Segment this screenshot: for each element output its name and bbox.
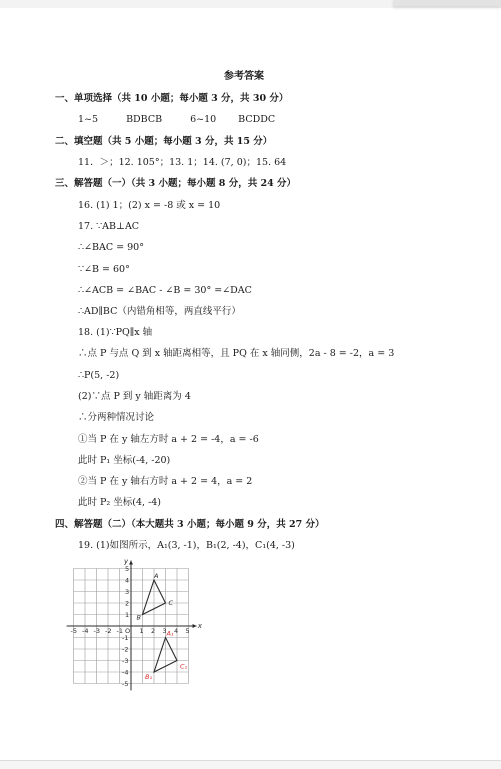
q16-answer: 16. (1) 1；(2) x = -8 或 x = 10 bbox=[78, 200, 221, 211]
triangle-abc-vertex-label: B bbox=[136, 613, 141, 622]
q18-line-6: ①当 P 在 y 轴左方时 a + 2 = -4，a = -6 bbox=[78, 434, 259, 445]
x-tick-label: 4 bbox=[174, 627, 179, 635]
range-6-10: 6~10 bbox=[190, 114, 217, 125]
top-edge-shadow bbox=[393, 0, 501, 6]
x-tick-label: 1 bbox=[139, 627, 144, 635]
bottom-edge bbox=[0, 760, 501, 769]
q18-line-9: 此时 P₂ 坐标(4, -4) bbox=[78, 497, 161, 508]
y-tick-label: -1 bbox=[122, 634, 129, 642]
y-tick-label: 3 bbox=[125, 588, 130, 596]
section-2-answers: 11．＞；12. 105°；13. 1；14. (7, 0)；15. 64 bbox=[78, 157, 287, 168]
triangle-a1b1c1-vertex-label: B₁ bbox=[145, 673, 153, 681]
triangle-a1b1c1-vertex-label: A₁ bbox=[166, 629, 174, 638]
q17-line-5: ∴AD∥BC（内错角相等，两直线平行） bbox=[78, 306, 241, 317]
y-tick-label: 2 bbox=[125, 599, 130, 608]
section-3-heading: 三、解答题（一）（共 3 小题；每小题 8 分，共 24 分） bbox=[55, 178, 297, 189]
q17-line-4: ∴∠ACB = ∠BAC - ∠B = 30° =∠DAC bbox=[78, 285, 252, 296]
origin-label: O bbox=[125, 627, 131, 635]
q18-line-2: ∴点 P 与点 Q 到 x 轴距离相等，且 PQ 在 x 轴同侧，2a - 8 = -2，a = 3 bbox=[78, 348, 395, 359]
q18-line-4: (2)∵点 P 到 y 轴距离为 4 bbox=[78, 391, 191, 402]
triangle-abc-vertex-label: A bbox=[154, 572, 159, 580]
q18-line-5: ∴分两种情况讨论 bbox=[78, 412, 155, 423]
x-tick-label: 3 bbox=[162, 627, 167, 635]
range-1-5: 1~5 bbox=[78, 114, 99, 125]
section-1-answers bbox=[78, 114, 275, 126]
q18-line-7: 此时 P₁ 坐标(-4, -20) bbox=[78, 455, 171, 466]
answers-1-5: BDBCB bbox=[126, 114, 163, 125]
y-tick-label: 5 bbox=[125, 565, 130, 573]
q17-line-2: ∴∠BAC = 90° bbox=[78, 242, 144, 253]
y-tick-label: 4 bbox=[125, 576, 130, 585]
section-1-heading: 一、单项选择（共 10 小题；每小题 3 分，共 30 分） bbox=[55, 93, 289, 104]
x-tick-label: -1 bbox=[116, 627, 123, 635]
q18-line-3: ∴P(5, -2) bbox=[78, 370, 120, 381]
x-axis-label: x bbox=[197, 622, 202, 630]
x-tick-label: -5 bbox=[70, 627, 77, 635]
y-tick-label: 1 bbox=[125, 611, 130, 619]
top-edge bbox=[0, 0, 501, 8]
y-tick-label: -4 bbox=[122, 668, 129, 677]
x-tick-label: 2 bbox=[151, 627, 156, 635]
q17-line-1: 17. ∵AB⊥AC bbox=[78, 221, 140, 232]
q19-line-1: 19. (1)如图所示，A₁(3, -1)，B₁(2, -4)，C₁(4, -3) bbox=[78, 540, 295, 551]
x-tick-label: -4 bbox=[82, 627, 89, 635]
y-tick-label: -5 bbox=[122, 680, 129, 688]
page-title: 参考答案 bbox=[224, 71, 264, 82]
q17-line-3: ∵∠B = 60° bbox=[78, 264, 130, 275]
x-tick-label: -3 bbox=[93, 627, 100, 635]
section-2-heading: 二、填空题（共 5 小题；每小题 3 分，共 15 分） bbox=[55, 136, 273, 147]
x-axis-arrow bbox=[193, 624, 197, 628]
q18-line-1: 18. (1)∵PQ∥x 轴 bbox=[78, 327, 153, 338]
y-tick-label: -3 bbox=[122, 657, 129, 665]
x-tick-label: 5 bbox=[185, 627, 190, 635]
y-axis-label: y bbox=[124, 557, 129, 566]
q18-line-8: ②当 P 在 y 轴右方时 a + 2 = 4，a = 2 bbox=[78, 476, 253, 487]
y-axis-arrow bbox=[129, 560, 133, 564]
y-tick-label: -2 bbox=[122, 645, 129, 654]
x-tick-label: -2 bbox=[105, 627, 112, 635]
answers-6-10: BCDDC bbox=[238, 114, 276, 125]
section-4-heading: 四、解答题（二）（本大题共 3 小题；每小题 9 分，共 27 分） bbox=[55, 519, 325, 530]
coordinate-figure bbox=[70, 557, 206, 694]
triangle-a1b1c1-vertex-label: C₁ bbox=[180, 662, 188, 671]
triangle-abc-vertex-label: C bbox=[168, 599, 174, 607]
